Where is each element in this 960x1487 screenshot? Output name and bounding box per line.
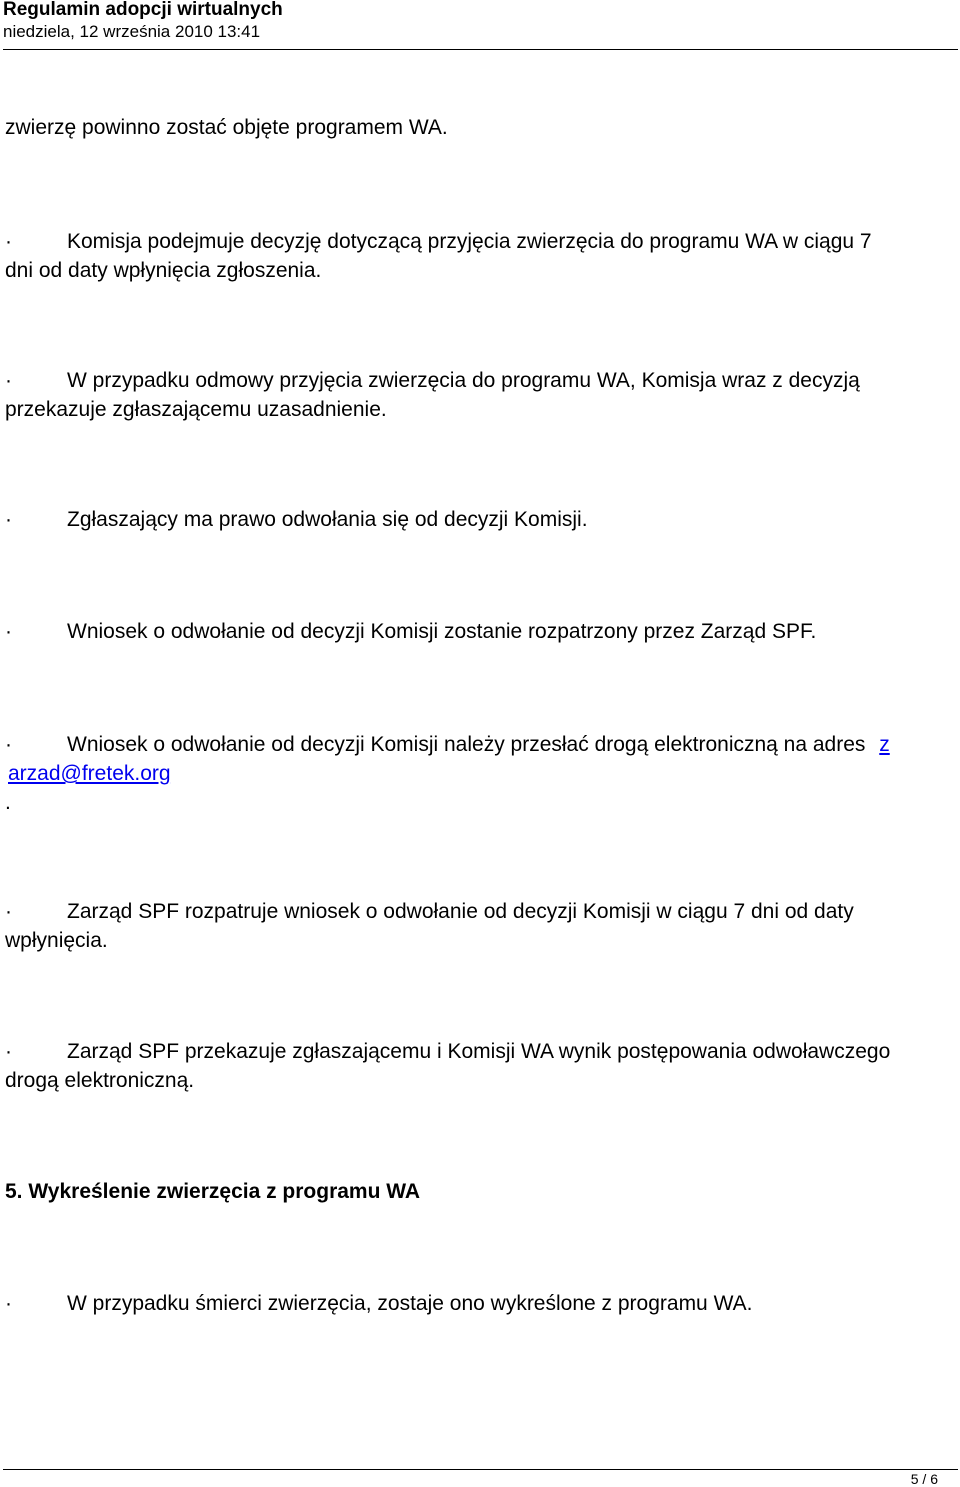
paragraph-text: zwierzę powinno zostać objęte programem WA. bbox=[5, 116, 448, 139]
bullet-marker: · bbox=[5, 1292, 12, 1315]
paragraph-continuation bbox=[5, 113, 955, 142]
header-divider bbox=[3, 49, 958, 50]
document-date: niedziela, 12 września 2010 13:41 bbox=[3, 22, 261, 41]
list-item-appeal-right bbox=[5, 505, 955, 534]
bullet-marker: · bbox=[5, 900, 12, 923]
list-item-decision bbox=[5, 227, 955, 285]
list-item-text: przekazuje zgłaszającemu uzasadnienie. bbox=[5, 398, 387, 421]
list-item-text: dni od daty wpłynięcia zgłoszenia. bbox=[5, 259, 322, 282]
document-title: Regulamin adopcji wirtualnych bbox=[3, 0, 283, 20]
list-item-text: Zgłaszający ma prawo odwołania się od decyzji Komisji. bbox=[67, 508, 588, 531]
list-item-removal bbox=[5, 1289, 955, 1318]
list-item-text: Zarząd SPF rozpatruje wniosek o odwołanie od decyzji Komisji w ciągu 7 dni od daty bbox=[67, 900, 854, 923]
list-item-text: W przypadku odmowy przyjęcia zwierzęcia do programu WA, Komisja wraz z decyzją bbox=[67, 369, 860, 392]
section-heading: 5. Wykreślenie zwierzęcia z programu WA bbox=[5, 1180, 421, 1203]
list-item-appeal-review bbox=[5, 617, 955, 646]
email-link[interactable]: z bbox=[879, 733, 890, 756]
email-link-continuation[interactable]: arzad@fretek.org bbox=[8, 762, 171, 785]
list-item-text: Wniosek o odwołanie od decyzji Komisji zostanie rozpatrzony przez Zarząd SPF. bbox=[67, 620, 817, 643]
bullet-marker: · bbox=[5, 230, 12, 253]
list-item-text: drogą elektroniczną. bbox=[5, 1069, 195, 1092]
bullet-marker: · bbox=[5, 620, 12, 643]
footer-divider bbox=[3, 1469, 958, 1470]
bullet-marker: · bbox=[5, 733, 12, 756]
list-item-appeal-email bbox=[5, 730, 955, 817]
bullet-marker: · bbox=[5, 369, 12, 392]
bullet-marker: · bbox=[5, 508, 12, 531]
list-item-text: Zarząd SPF przekazuje zgłaszającemu i Komisji WA wynik postępowania odwoławczego bbox=[67, 1040, 891, 1063]
bullet-marker: · bbox=[5, 1040, 12, 1063]
list-item-end: . bbox=[5, 791, 11, 814]
list-item-board-review bbox=[5, 897, 955, 955]
list-item-refusal bbox=[5, 366, 955, 424]
page-number: 5 / 6 bbox=[910, 1471, 938, 1487]
list-item-text: W przypadku śmierci zwierzęcia, zostaje ono wykreślone z programu WA. bbox=[67, 1292, 753, 1315]
list-item-text: wpłynięcia. bbox=[5, 929, 108, 952]
list-item-text: Wniosek o odwołanie od decyzji Komisji należy przesłać drogą elektroniczną na adres bbox=[67, 733, 866, 756]
list-item-text: Komisja podejmuje decyzję dotyczącą przyjęcia zwierzęcia do programu WA w ciągu 7 bbox=[67, 230, 872, 253]
list-item-board-result bbox=[5, 1037, 955, 1095]
